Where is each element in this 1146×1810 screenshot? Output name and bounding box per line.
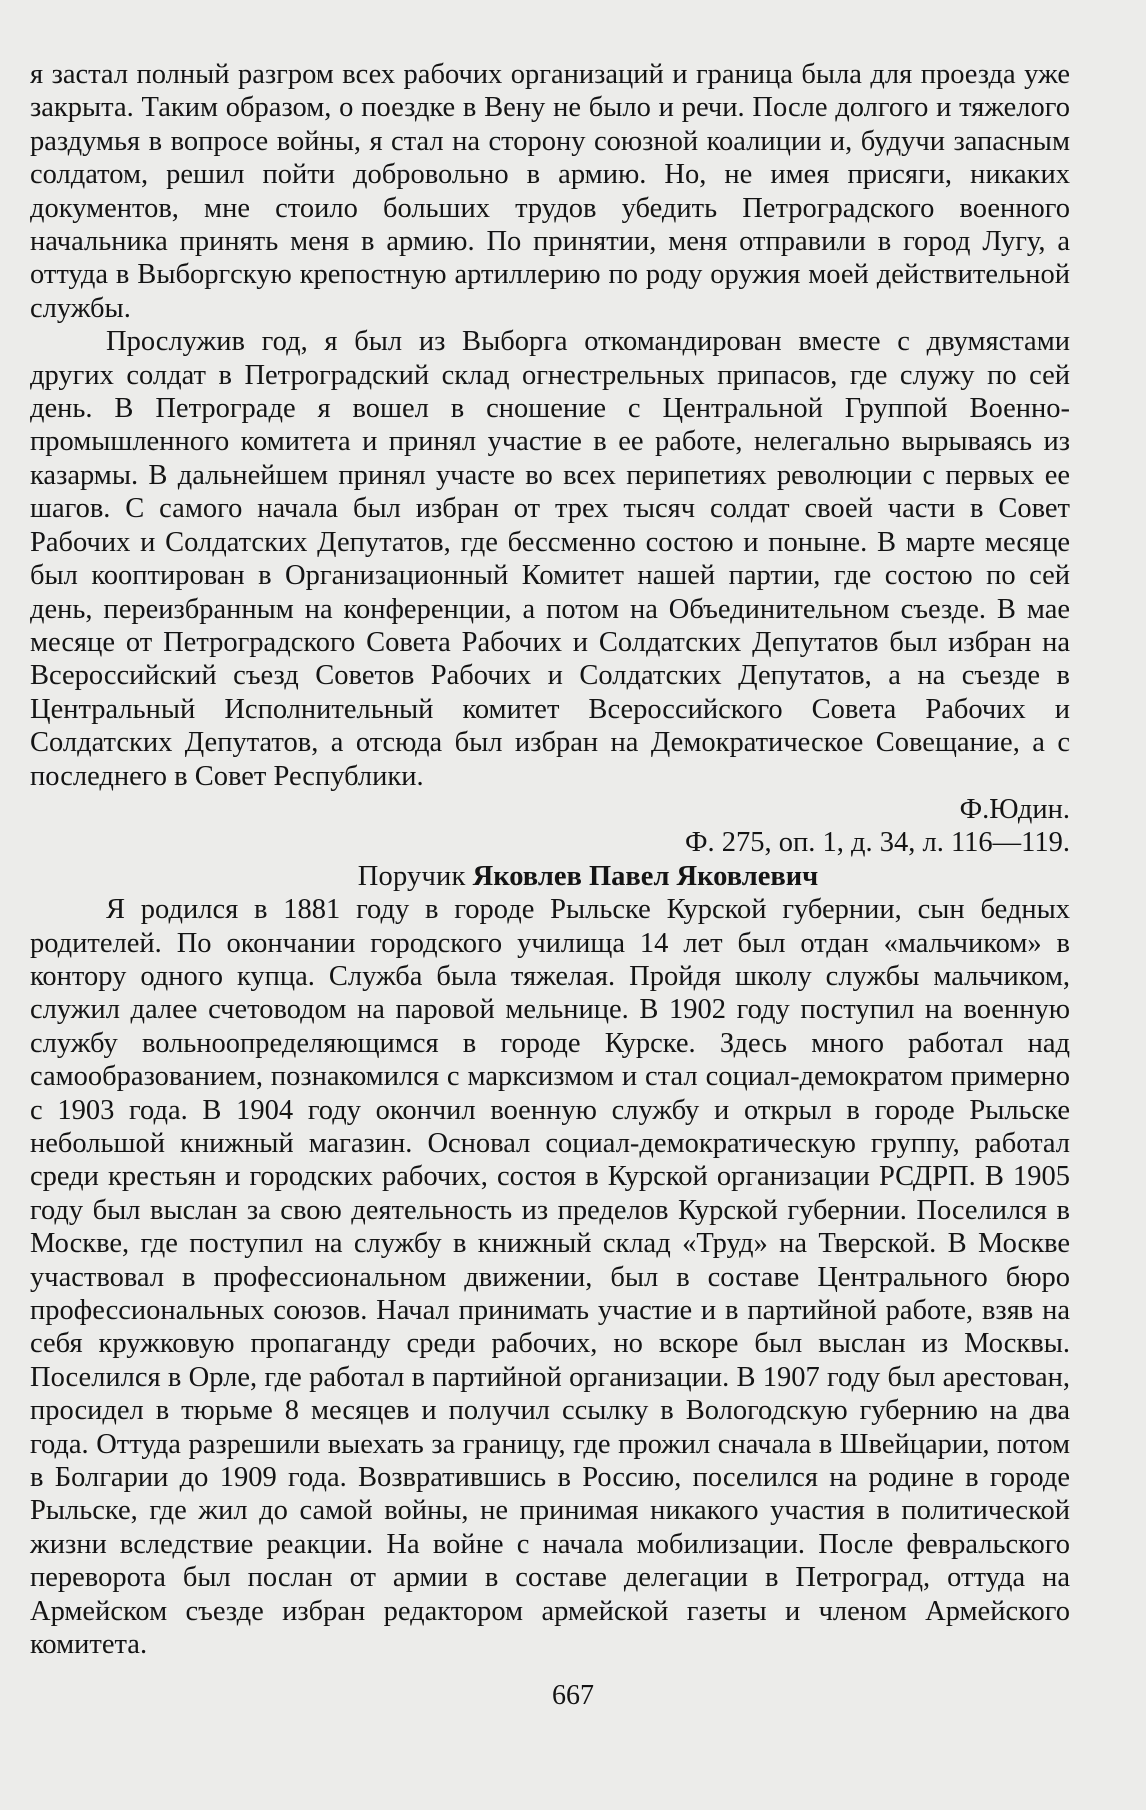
- signature: Ф.Юдин.: [959, 793, 1070, 825]
- document-page: [30, 58, 1070, 1662]
- page-number: 667: [552, 1680, 594, 1711]
- paragraph-continuation: я застал полный разгром всех рабочих организаций и граница была для проезда уже закрыта. Таким образом, о поездке в Вену не было и речи. После долгого и тяжелого раздумья в вопросе войны, я стал на сторону союзной коалиции и, будучи запасным солдатом, решил пойти добровольно в армию. Но, не имея присяги, никаких документов, мне стоило больших трудов убедить Петроградского военного начальника принять меня в армию. По принятии, меня отправили в город Лугу, а оттуда в Выборгскую крепостную артиллерию по роду оружия моей действительной службы.: [30, 59, 1070, 324]
- paragraph-service: Прослужив год, я был из Выборга откомандирован вместе с двумястами других солдат в Петроградский склад огнестрельных припасов, где служу по сей день. В Петрограде я вошел в сношение с Центральной Группой Военно-промышленного комитета и принял участие в ее работе, нелегально вырываясь из казармы. В дальнейшем принял участе во всех перипетиях революции с первых ее шагов. С самого начала был избран от трех тысяч солдат своей части в Совет Рабочих и Солдатских Депутатов, где бессменно состою и поныне. В марте месяце был кооптирован в Организационный Комитет нашей партии, где состою по сей день, переизбранным на конференции, а потом на Объединительном съезде. В мае месяце от Петроградского Совета Рабочих и Солдатских Депутатов был избран на Всероссийский съезд Советов Рабочих и Солдатских Депутатов, а на съезде в Центральный Исполнительный комитет Всероссийского Совета Рабочих и Солдатских Депутатов, а отсюда был избран на Демократическое Совещание, а с последнего в Совет Республики.: [30, 326, 1070, 792]
- heading-rank: Поручик: [357, 860, 466, 892]
- archive-reference: Ф. 275, оп. 1, д. 34, л. 116—119.: [684, 827, 1070, 859]
- section-heading: [30, 860, 1070, 893]
- paragraph-biography: Я родился в 1881 году в городе Рыльске Курской губернии, сын бедных родителей. По окончании городского училища 14 лет был отдан «мальчиком» в контору одного купца. Служба была тяжелая. Пройдя школу службы мальчиком, служил далее счетоводом на паровой мельнице. В 1902 году поступил на военную службу вольноопределяющимся в городе Курске. Здесь много работал над самообразованием, познакомился с марксизмом и стал социал-демократом примерно с 1903 года. В 1904 году окончил военную службу и открыл в городе Рыльске небольшой книжный магазин. Основал социал-демократическую группу, работал среди крестьян и городских рабочих, состоя в Курской организации РСДРП. В 1905 году был выслан за свою деятельность из пределов Курской губернии. Поселился в Москве, где поступил на службу в книжный склад «Труд» на Тверской. В Москве участвовал в профессиональном движении, был в составе Центрального бюро профессиональных союзов. Начал принимать участие и в партийной работе, взяв на себя кружковую пропаганду среди рабочих, но вскоре был выслан из Москвы. Поселился в Орле, где работал в партийной организации. В 1907 году был арестован, просидел в тюрьме 8 месяцев и получил ссылку в Вологодскую губернию на два года. Оттуда разрешили выехать за границу, где прожил сначала в Швейцарии, потом в Болгарии до 1909 года. Возвратившись в Россию, поселился на родине в городе Рыльске, где жил до самой войны, не принимая никакого участия в политической жизни вследствие реакции. На войне с начала мобилизации. После февральского переворота был послан от армии в составе делегации в Петроград, оттуда на Армейском съезде избран редактором армейской газеты и членом Армейского комитета.: [30, 894, 1070, 1661]
- heading-name: Яковлев Павел Яковлевич: [472, 860, 819, 892]
